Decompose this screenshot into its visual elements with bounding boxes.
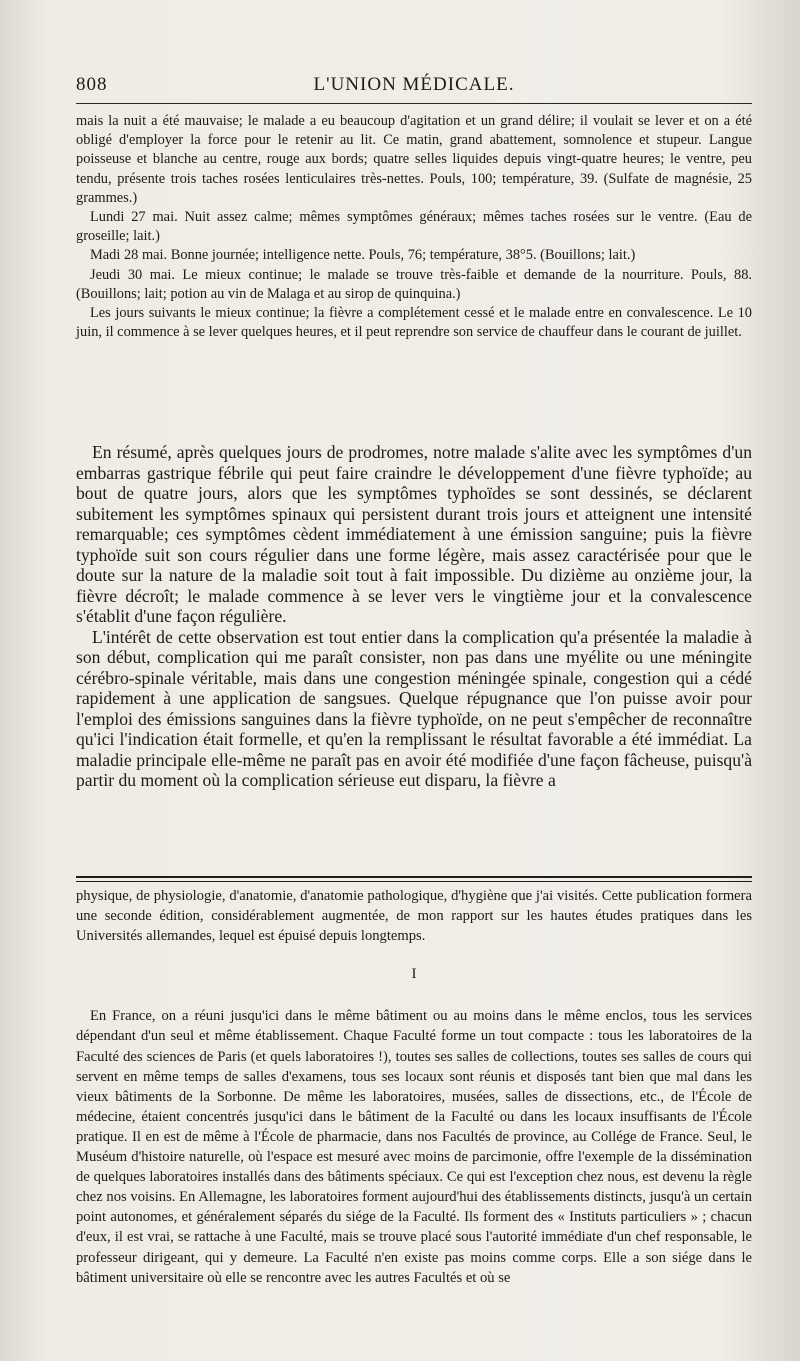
section-number: I [411,966,417,983]
feuilleton-intro: physique, de physiologie, d'anatomie, d'anatomie pathologique, d'hygiène que j'ai visités. Cette publication formera une seconde édition, considérablement augmentée, de mon rapport sur les hautes études pratiques dans les Universités allemandes, lequel est épuisé depuis longtemps. [76,888,752,945]
observation-paragraph: mais la nuit a été mauvaise; le malade a eu beaucoup d'agitation et un grand délire; il voulait se lever et on a été obligé d'employer la force pour le retenir au lit. Ce matin, grand abattement, somnolence et stupeur. Langue poisseuse et blanche au centre, rouge aux bords; quatre selles liquides depuis vingt-quatre heures; le ventre, peu tendu, présente trois taches rosées lenticulaires très-nettes. Pouls, 100; température, 39. (Sulfate de magnésie, 25 grammes.) [76,113,752,206]
observation-block [76,112,752,342]
main-paragraph: En résumé, après quelques jours de prodromes, notre malade s'alite avec les symptômes d'un embarras gastrique fébrile qui peut faire craindre le développement d'une fièvre typhoïde; au bout de quatre jours, alors que les symptômes typhoïdes se sont dessinés, se déclarent subitement les symptômes spinaux qui persistent durant trois jours et atteignent une intensité remarquable; ces symptômes cèdent immédiatement à une émission sanguine; puis la fièvre typhoïde suit son cours régulier dans une forme légère, mais assez caractérisée pour que le doute sur la nature de la maladie soit tout à fait impossible. Du dizième au onzième jour, la fièvre décroît; le malade commence à se lever vers le vingtième jour et la convalescence s'établit d'une façon régulière. [76,442,752,626]
feuilleton-separator [76,876,752,882]
running-header [76,70,752,100]
observation-paragraph: Lundi 27 mai. Nuit assez calme; mêmes symptômes généraux; mêmes taches rosées sur le ventre. (Eau de groseille; lait.) [76,209,752,245]
feuilleton-block [76,886,752,1288]
main-text-block [76,442,752,791]
observation-paragraph: Madi 28 mai. Bonne journée; intelligence nette. Pouls, 76; température, 38°5. (Bouillons; lait.) [90,247,636,264]
main-paragraph: L'intérêt de cette observation est tout entier dans la complication qu'a présentée la maladie à son début, complication qui me paraît consister, non pas dans une myélite ou une méningite cérébro-spinale véritable, mais dans une congestion méningée spinale, congestion qui a cédé rapidement à une application de sangsues. Quelque répugnance que l'on puisse avoir pour l'emploi des émissions sanguines dans la fièvre typhoïde, on ne peut s'empêcher de reconnaître qu'ici l'indication était formelle, et qu'en la remplissant le résultat favorable a été immédiat. La maladie principale elle-même ne paraît pas en avoir été modifiée d'une façon fâcheuse, puisqu'à partir du moment où la complication sérieuse eut disparu, la fièvre a [76,626,752,790]
observation-paragraph: Les jours suivants le mieux continue; la fièvre a complétement cessé et le malade entre en convalescence. Le 10 juin, il commence à se lever quelques heures, et il peut reprendre son service de chauffeur dans le courant de juillet. [76,305,752,341]
observation-paragraph: Jeudi 30 mai. Le mieux continue; le malade se trouve très-faible et demande de la nourriture. Pouls, 88. (Bouillons; lait; potion au vin de Malaga et au sirop de quinquina.) [76,266,752,302]
page-number: 808 [76,74,108,95]
feuilleton-paragraph: En France, on a réuni jusqu'ici dans le même bâtiment ou au moins dans le même enclos, tous les services dépendant d'un seul et même établissement. Chaque Faculté forme un tout compacte : tous les laboratoires de la Faculté des sciences de Paris (et quels laboratoires !), toutes ses salles de collections, toutes ses salles de cours qui servent en même temps de salles d'examens, tous ses locaux sont réunis et disposés tant bien que mal dans les vieux bâtiments de la Sorbonne. De même les laboratoires, musées, salles de dissections, etc., de l'École de médecine, étaient concentrés jusqu'ici dans le bâtiment de la Faculté ou dans les locaux insuffisants de l'École pratique. Il en est de même à l'École de pharmacie, dans nos Facultés de province, au Collége de France. Seul, le Muséum d'histoire naturelle, où l'espace est mesuré avec moins de parcimonie, offre l'exemple de la dissémination de quelques laboratoires installés dans des bâtiments spéciaux. Ce qui est l'exception chez nous, est devenu la règle chez nos voisins. En Allemagne, les laboratoires forment aujourd'hui des établissements distincts, jusqu'à un certain point autonomes, et généralement séparés du siége de la Faculté. Ils forment des « Instituts particuliers » ; chacun d'eux, il est vrai, se rattache à une Faculté, mais se trouve placé sous l'autorité immédiate d'un chef responsable, le professeur dirigeant, qui y demeure. La Faculté n'en existe pas moins comme corps. Elle a son siége dans le bâtiment universitaire où elle se rencontre avec les autres Facultés et où se [76,1008,752,1286]
journal-title: L'UNION MÉDICALE. [313,74,515,95]
header-rule [76,103,752,104]
